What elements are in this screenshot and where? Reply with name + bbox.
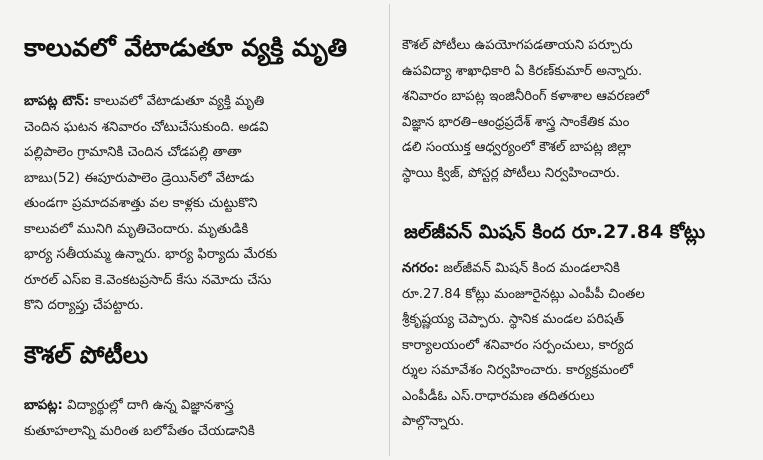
article-line: ఎంపీడీఓ ఎస్.రాధారమణ తదితరులు [402, 388, 595, 404]
article-line: భార్య సతీయమ్మ ఉన్నారు. భార్య ఫిర్యాదు మేరకు [24, 247, 278, 262]
article-line: పాల్గొన్నారు. [402, 414, 465, 429]
article-line: స్థాయి క్విజ్, పోస్టర్ల పోటీలు నిర్వహించారు. [402, 165, 620, 181]
article-line: బాపట్ల టౌన్: కాలువలో వేటాడుతూ వ్యక్తి మృతి [24, 94, 265, 109]
dateline: బాపట్ల టౌన్: [24, 94, 90, 109]
article-line: నగరం: జల్‌జీవన్ మిషన్ కింద మండలానికి [402, 261, 620, 276]
headline-kausal: కౌశల్ పోటీలు [24, 341, 149, 369]
article-line: ర్శుల సమావేశం నిర్వహించారు. కార్యక్రమంలో [402, 363, 633, 378]
article-drowning-body [24, 89, 384, 319]
article-line: విజ్ఞాన భారతి–ఆంధ్రప్రదేశ్ శాస్త్ర సాంకేతిక మం [402, 114, 630, 130]
article-kausal-body [24, 393, 384, 444]
article-line: ఉపవిద్యా శాఖాధికారి ఏ కిరణ్‌కుమార్ అన్నారు. [402, 63, 643, 79]
headline-jaljeevan: జల్‌జీవన్ మిషన్ కింద రూ.27.84 కోట్లు [404, 221, 706, 243]
article-line: కొని దర్యాప్తు చేపట్టారు. [24, 298, 144, 313]
article-line: కౌశల్ పోటీలు ఉపయోగపడతాయని పర్చూరు [402, 38, 633, 53]
column-divider [389, 4, 390, 456]
article-line: బాపట్ల: విద్యార్థుల్లో దాగి ఉన్న విజ్ఞానశాస్త్ర [24, 398, 234, 413]
article-line: తుండగా ప్రమాదవశాత్తు వల కాళ్లకు చుట్టుకొని [24, 196, 258, 211]
article-line: కాలువలో మునిగి మృతిచెందారు. మృతుడికి [24, 221, 249, 237]
article-line: రూరల్ ఎస్ఐ కె.వెంకటప్రసాద్ కేసు నమోదు చేసు [24, 272, 272, 288]
article-line: కార్యాలయంలో శనివారం సర్పంచులు, కార్యద [402, 337, 634, 353]
article-kausal-continued [402, 33, 752, 186]
article-line: కుతూహలాన్ని మరింత బలోపేతం చేయడానికి [24, 423, 255, 439]
article-line: బాబు(52) ఈపూరుపాలెం డ్రెయిన్‌లో వేటాడు [24, 170, 255, 186]
headline-drowning: కాలువలో వేటాడుతూ వ్యక్తి మృతి [24, 33, 348, 62]
article-line: శ్రీకృష్ణయ్య చెప్పారు. స్థానిక మండల పరిషత్ [402, 312, 625, 327]
article-jaljeevan-body [402, 256, 752, 435]
article-line: చెందిన ఘటన శనివారం చోటుచేసుకుంది. అడవి [24, 119, 269, 135]
article-line: రూ.27.84 కోట్లు మంజూరైనట్లు ఎంపీపీ చింతల [402, 286, 645, 302]
article-line: పల్లిపాలెం గ్రామానికి చెందిన చోడపల్లి తాతా [24, 145, 242, 160]
dateline: బాపట్ల: [24, 398, 63, 413]
article-line: శనివారం బాపట్ల ఇంజినీరింగ్ కళాశాల ఆవరణలో [402, 89, 649, 104]
dateline: నగరం: [402, 261, 440, 276]
article-line: డలి సంయుక్త ఆధ్వర్యంలో కౌశల్ బాపట్ల జిల్లా [402, 140, 632, 155]
